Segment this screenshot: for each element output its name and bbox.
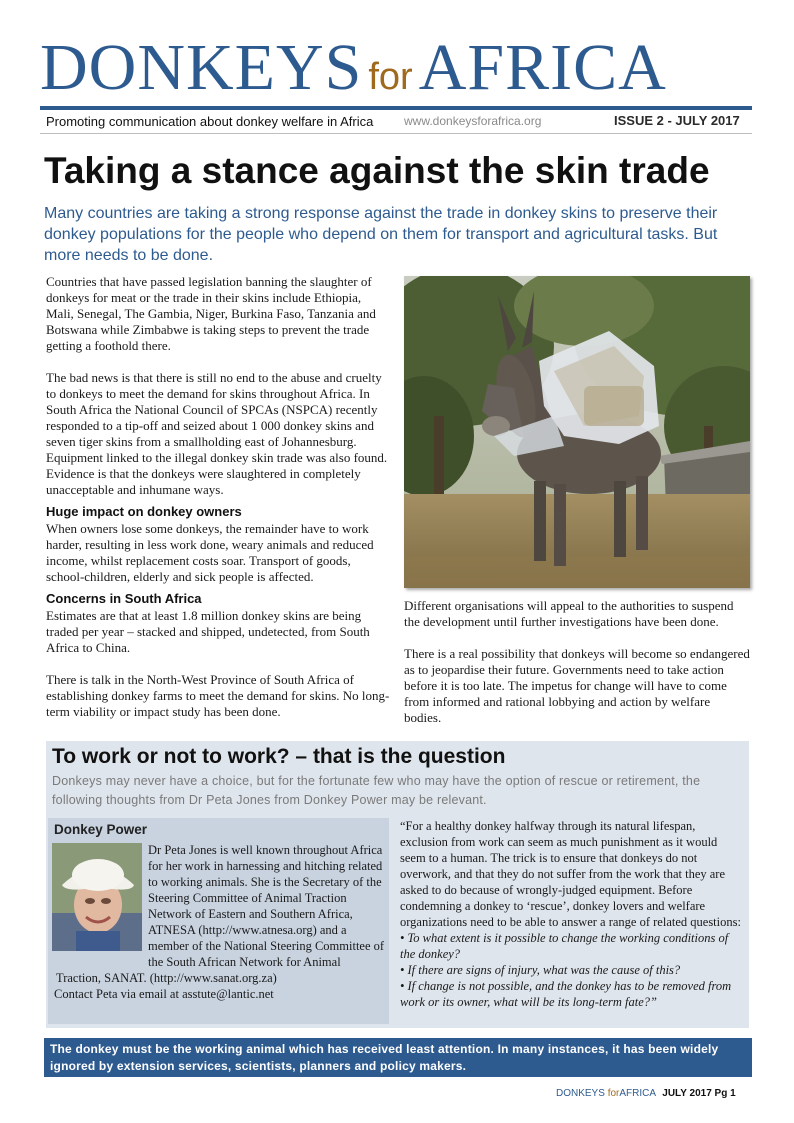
article-intro: Many countries are taking a strong response against the trade in donkey skins to preserve their donkey populations for the people who depend on them for transport and agricultural tasks. But more needs to be done. <box>44 205 718 264</box>
quote-question-3: • If change is not possible, and the donkey has to be removed from work or its owner, what will be its long-term fate?” <box>400 979 732 1009</box>
masthead-word-donkeys: DONKEYS <box>40 31 363 104</box>
article-right-column <box>404 598 750 742</box>
question-title: To work or not to work? – that is the question <box>52 745 506 768</box>
paragraph-bad-news: The bad news is that there is still no end to the abuse and cruelty to donkeys to meet the demand for skins throughout Africa. In South Africa the National Council of SPCAs (NSPCA) recently responded to a tip-off and seized about 1 000 donkey skins and seven tiger skins from a smallholding east of Johannesburg. Equipment linked to the illegal donkey skin trade was also found. Evidence is that the donkeys were slaughtered in completely unacceptable and inhumane ways. <box>46 370 388 497</box>
footer-band-text: The donkey must be the working animal which has received least attention. In many instances, it has been widely ignored by extension services, scientists, planners and policy makers. <box>50 1042 719 1073</box>
footer-word-for: for <box>607 1088 620 1099</box>
paragraph-impact: When owners lose some donkeys, the remainder have to work harder, resulting in less work done, weary animals and reduced income, whilst replacement costs soar. Transport of goods, school-children, elderly and sick people is affected. <box>46 521 374 584</box>
article-left-column <box>46 274 392 736</box>
quote-text: “For a healthy donkey halfway through its natural lifespan, exclusion from work can seem as much punishment as it would seem to a human. The trick is to ensure that donkeys do not overwork, and that they do not suffer from the work that they are asked to do because of wrongly-judged equipment. Before condemning a donkey to ‘rescue’, donkey lovers and welfare organizations need to be able to answer a range of related questions: <box>400 819 741 929</box>
heading-concerns: Concerns in South Africa <box>46 591 202 606</box>
quote-question-1: • To what extent is it possible to change the working conditions of the donkey? <box>400 931 729 961</box>
paragraph-estimates: Estimates are that at least 1.8 million donkey skins are being traded per year – stacked and shipped, undetected, from South Africa to China. <box>46 608 370 655</box>
footer-word-africa: AFRICA <box>619 1088 656 1099</box>
heading-impact: Huge impact on donkey owners <box>46 504 242 519</box>
profile-contact <box>54 970 388 1002</box>
masthead-word-africa: AFRICA <box>418 31 667 104</box>
masthead-rule <box>40 106 752 110</box>
quote-block <box>400 818 746 1010</box>
website-link[interactable]: www.donkeysforafrica.org <box>404 114 542 128</box>
quote-question-2: • If there are signs of injury, what was the cause of this? <box>400 963 681 977</box>
masthead-logo <box>40 30 756 108</box>
paragraph-donkey-farms: There is talk in the North-West Province of South Africa of establishing donkey farms to meet the demand for skins. No long-term viability or impact study has been done. <box>46 672 390 719</box>
portrait-illustration <box>52 843 142 951</box>
issue-label: ISSUE 2 - JULY 2017 <box>614 113 740 128</box>
paragraph-endangered: There is a real possibility that donkeys will become so endangered as to jeopardise their future. Governments need to take action before it is too late. The impetus for change will have to come from informed and rational lobbying and action by welfare bodies. <box>404 646 750 725</box>
donkey-photo-illustration <box>404 276 750 588</box>
paragraph-appeal: Different organisations will appeal to the authorities to suspend the development until further investigations have been done. <box>404 598 734 629</box>
peta-jones-portrait <box>52 843 142 951</box>
tagline: Promoting communication about donkey welfare in Africa <box>46 114 374 129</box>
article-headline: Taking a stance against the skin trade <box>44 150 710 191</box>
paragraph-legislation: Countries that have passed legislation banning the slaughter of donkeys for meat or the trade in their skins include Ethiopia, Mali, Senegal, The Gambia, Niger, Burkina Faso, Tanzania and Botswana while Zimbabwe is taking steps to prevent the trade getting a foothold there. <box>46 274 376 353</box>
profile-text: Dr Peta Jones is well known throughout Africa for her work in harnessing and hitching related to working animals. She is the Secretary of the Steering Committee of Animal Traction Network of Eastern and Southern Africa, ATNESA (http://www.atnesa.org) and a member of the National Steering Committee of the South African Network for Animal <box>148 843 385 969</box>
masthead-word-for: for <box>368 56 413 98</box>
question-subtitle: Donkeys may never have a choice, but for the fortunate few who may have the option of rescue or retirement, the following thoughts from Dr Peta Jones from Donkey Power may be relevant. <box>52 774 701 807</box>
profile-sanat: Traction, SANAT. (http://www.sanat.org.za) <box>56 971 277 985</box>
masthead-divider <box>40 133 752 134</box>
footer-date: JULY 2017 <box>662 1088 712 1099</box>
profile-email: Contact Peta via email at asstute@lantic.net <box>54 987 274 1001</box>
profile-title: Donkey Power <box>54 822 148 837</box>
footer-word-donkeys: DONKEYS <box>556 1088 605 1099</box>
donkey-photo <box>404 276 750 588</box>
page-footer <box>556 1088 736 1099</box>
footer-page-number: Pg 1 <box>714 1088 736 1099</box>
